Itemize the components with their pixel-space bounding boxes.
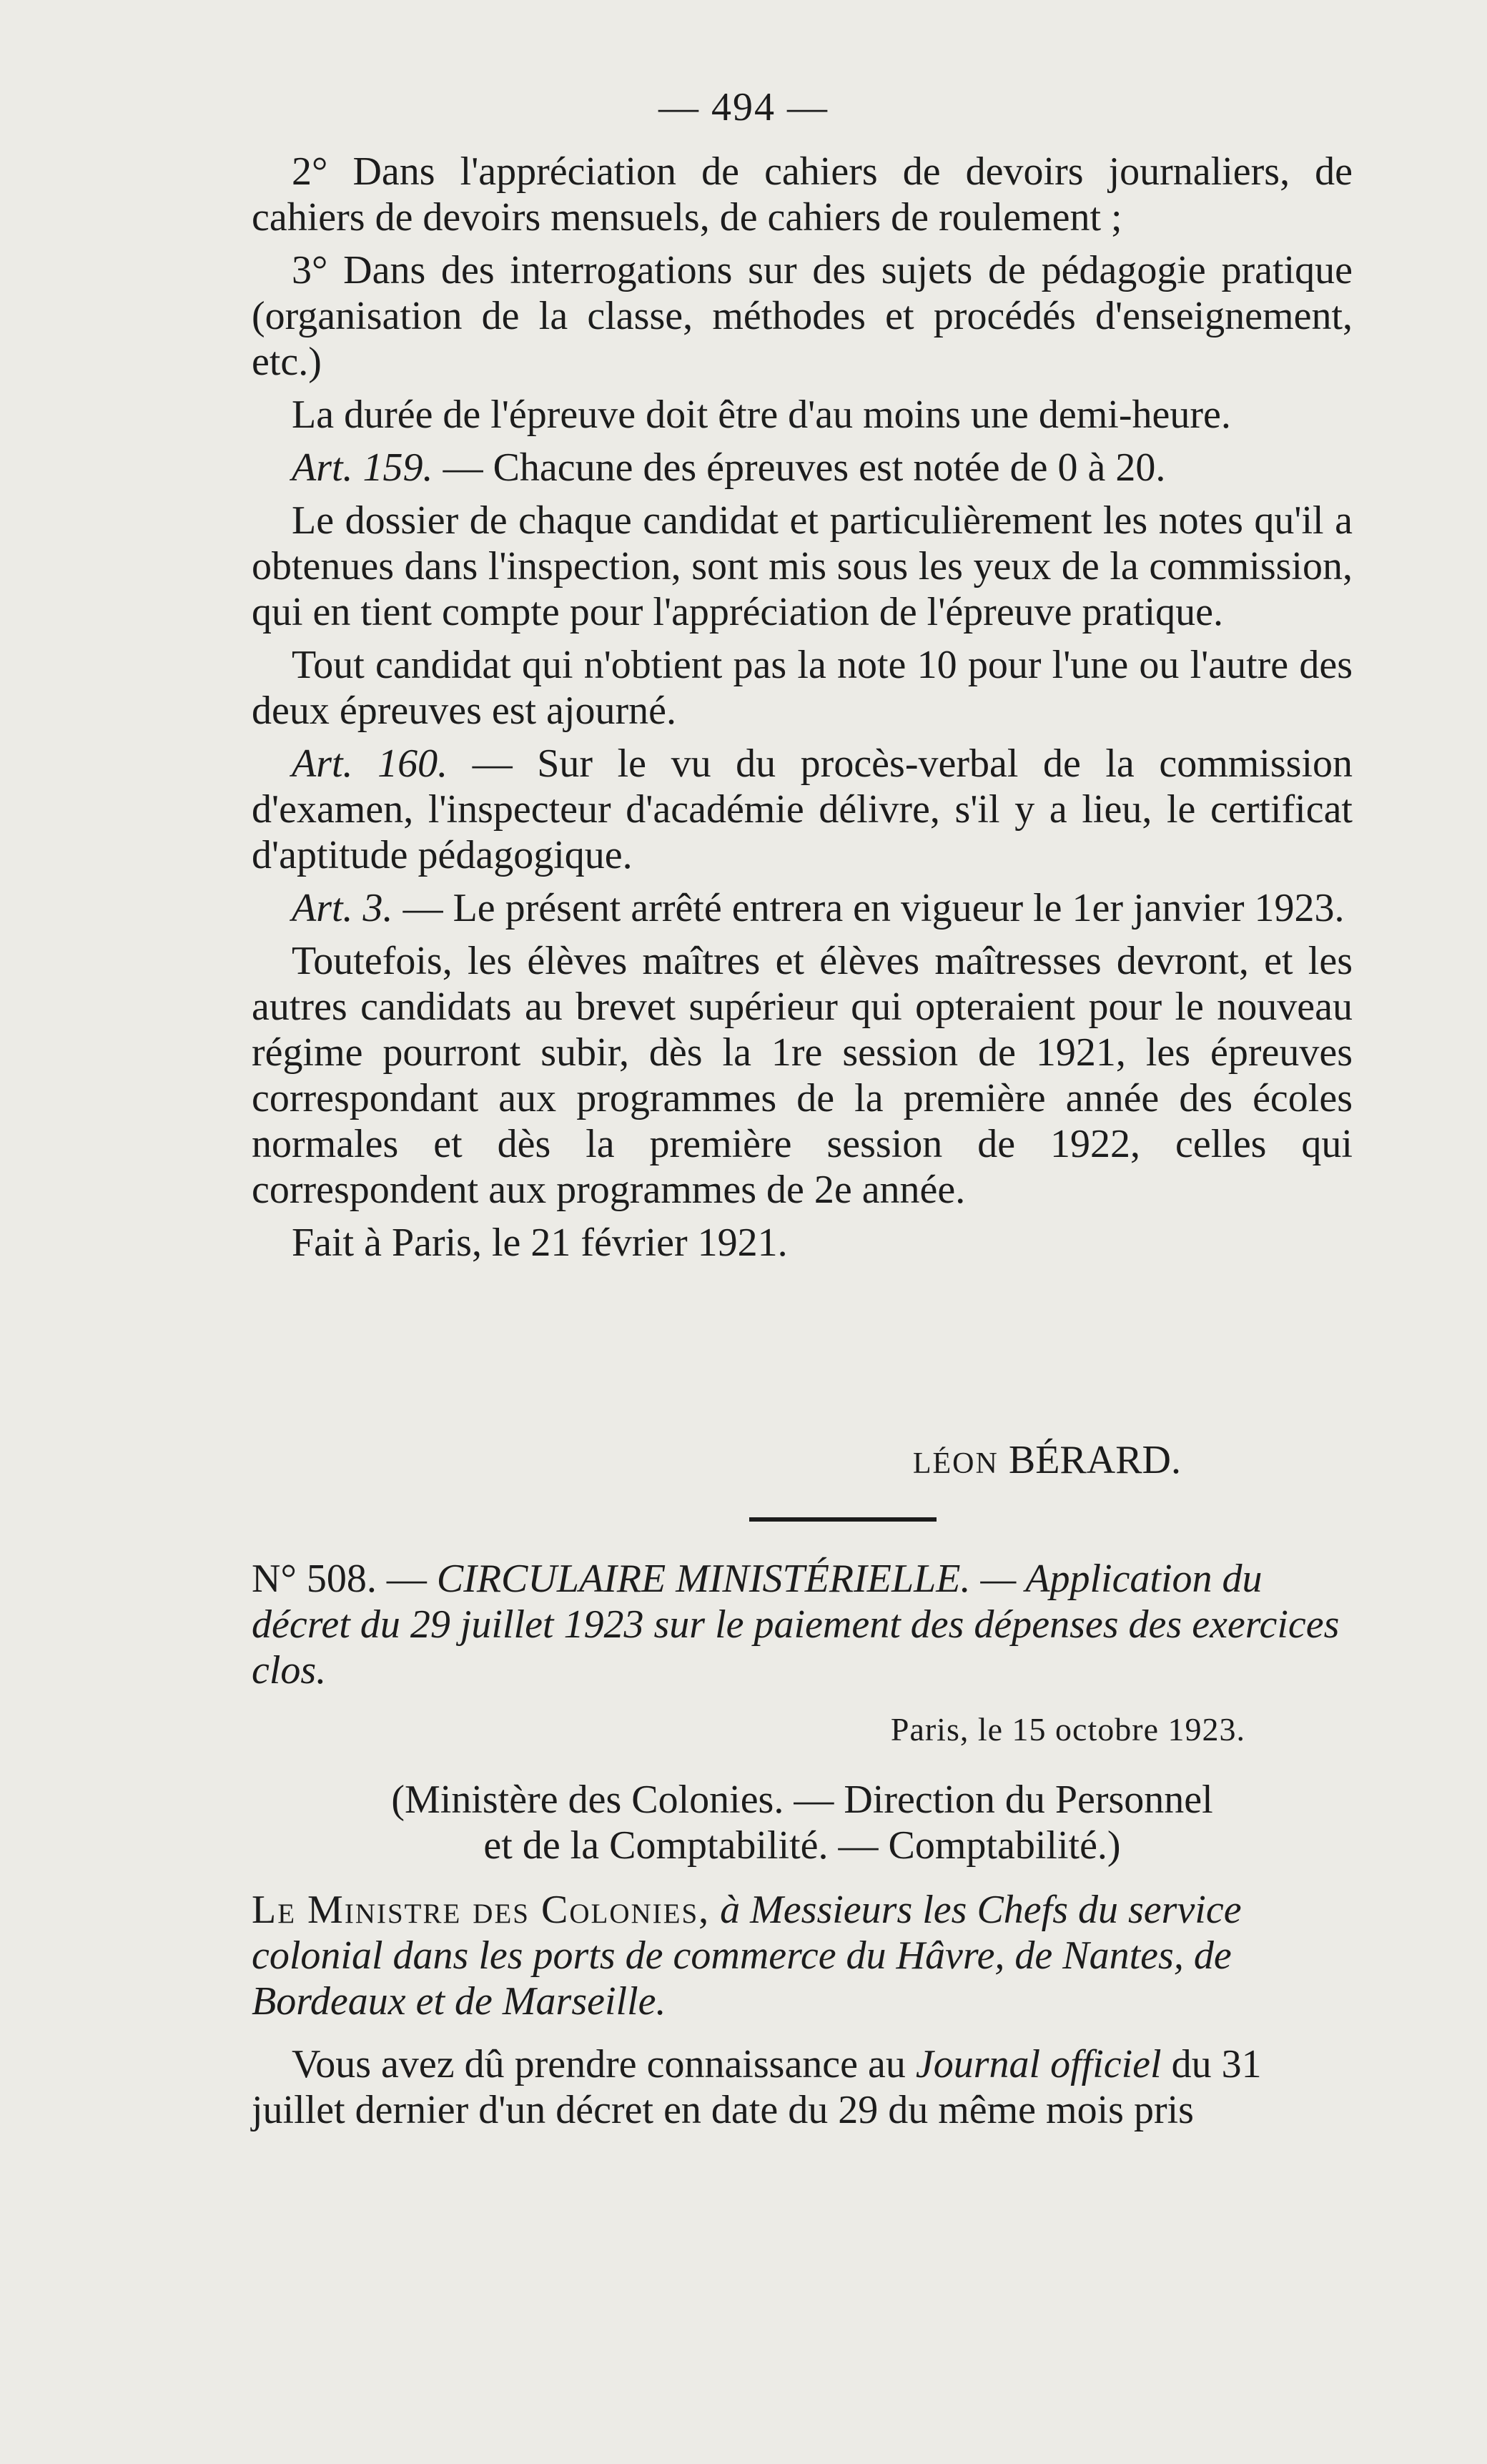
paragraph-dossier: Le dossier de chaque candidat et particulièrement les notes qu'il a obtenues dans l'inspection, sont mis sous les yeux de la commission, qui en tient compte pour l'appréciation de l'épreuve pratique. <box>252 498 1353 634</box>
decree-text <box>252 149 1353 1273</box>
signature-first-name: LÉON <box>912 1447 999 1480</box>
paragraph-item-3: 3° Dans des interrogations sur des sujets de pédagogie pratique (organisation de la classe, méthodes et procédés d'enseignement, etc.) <box>252 248 1353 384</box>
article-label: Art. 159. <box>292 445 433 490</box>
circular-body <box>252 2041 1353 2133</box>
ministry-line-1: (Ministère des Colonies. — Direction du Personnel <box>391 1778 1213 1822</box>
circular-heading <box>252 1556 1353 1693</box>
paragraph-art-159 <box>252 445 1353 491</box>
article-label: Art. 160. <box>292 741 448 786</box>
paragraph-toutefois: Toutefois, les élèves maîtres et élèves maîtresses devront, et les autres candidats au brevet supérieur qui opteraient pour le nouveau régime pourront subir, dès la 1re session de 1921, les épreuves correspondant aux programmes de la première année des écoles normales et dès la première session de 1922, celles qui correspondent aux programmes de 2e année. <box>252 939 1353 1212</box>
recipient: à Messieurs les Chefs du service colonial dans les ports de commerce du Hâvre, de Nantes, de Bordeaux et de Marseille. <box>252 1888 1242 2024</box>
address-block <box>252 1887 1353 2024</box>
section-divider <box>749 1517 937 1522</box>
paragraph-item-2: 2° Dans l'appréciation de cahiers de devoirs journaliers, de cahiers de devoirs mensuels, de cahiers de roulement ; <box>252 149 1353 240</box>
article-text: — Sur le vu du procès-verbal de la commission d'examen, l'inspecteur d'académie délivre, s'il y a lieu, le certificat d'aptitude pédagogique. <box>252 741 1353 877</box>
article-text: — Chacune des épreuves est notée de 0 à 20. <box>443 445 1166 490</box>
circular-number: N° 508. — <box>252 1557 427 1601</box>
paragraph-art-3 <box>252 885 1353 931</box>
body-start: Vous avez dû prendre connaissance au <box>292 2042 906 2086</box>
article-text: — Le présent arrêté entrera en vigueur le 1er janvier 1923. <box>402 886 1345 930</box>
circular-title: CIRCULAIRE MINISTÉRIELLE. <box>436 1557 971 1601</box>
page-number: — 494 — <box>658 85 829 129</box>
sender: Le Ministre des Colonies, <box>252 1888 711 1932</box>
circular-section <box>252 1556 1353 2133</box>
paragraph-ajourne: Tout candidat qui n'obtient pas la note 10 pour l'une ou l'autre des deux épreuves est ajourné. <box>252 643 1353 733</box>
paragraph-art-160 <box>252 741 1353 878</box>
article-label: Art. 3. <box>292 886 393 930</box>
signature <box>0 1437 1487 1483</box>
paragraph-duration: La durée de l'épreuve doit être d'au moins une demi-heure. <box>292 393 1231 437</box>
paragraph-fait-a-paris: Fait à Paris, le 21 février 1921. <box>292 1221 788 1265</box>
ministry-line-2: et de la Comptabilité. — Comptabilité.) <box>483 1823 1121 1868</box>
body-end: du 31 juillet dernier d'un décret en date du 29 du même mois pris <box>252 2042 1262 2132</box>
signature-last-name: BÉRARD. <box>1008 1438 1181 1482</box>
journal-name: Journal officiel <box>915 2042 1162 2086</box>
circular-subject: — Application du décret du 29 juillet 1923 sur le paiement des dépenses des exercices clos. <box>252 1557 1340 1692</box>
circular-date: Paris, le 15 octobre 1923. <box>890 1711 1245 1748</box>
